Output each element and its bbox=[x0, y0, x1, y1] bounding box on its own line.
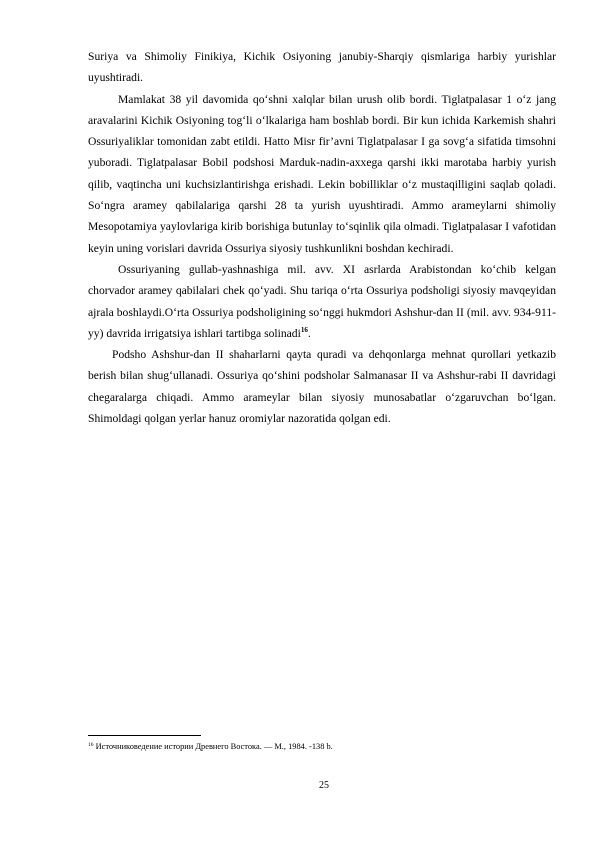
paragraph-3-end: . bbox=[307, 326, 311, 340]
main-text bbox=[88, 46, 556, 429]
footnote-text: Источниковедение истории Древнего Востока. — М., 1984. -138 b. bbox=[93, 742, 333, 751]
page-number: 25 bbox=[319, 780, 329, 791]
paragraph-4: Podsho Ashshur-dan II shaharlarni qayta quradi va dehqonlarga mehnat qurollari yetkazib berish bilan shug‘ullanadi. Ossuriya qo‘shini podsholar Salmanasar II va Ashshur-rabi II davridagi chegaralarga chiqadi. Ammo arameylar bilan siyosiy munosabatlar o‘zgaruvchan bo‘lgan. Shimoldagi qolgan yerlar hanuz oromiylar nazoratida qolgan edi. bbox=[88, 348, 556, 426]
paragraph-3-text: Ossuriyaning gullab-yashnashiga mil. avv. XI asrlarda Arabistondan ko‘chib kelgan chorvador aramey qabilalari chek qo‘yadi. Shu tariqa o‘rta Ossuriya podsholigi siyosiy mavqeyidan ajrala boshlaydi.O‘rta Ossuriya podsholigining so‘nggi hukmdori Ashshur-dan II (mil. avv. 934-911-yy) davrida irrigatsiya ishlari tartibga solinadi bbox=[88, 262, 556, 340]
footnote-reference[interactable]: 16 bbox=[300, 325, 308, 334]
footnote-number: 16 bbox=[88, 742, 94, 748]
paragraph-1: Suriya va Shimoliy Finikiya, Kichik Osiyoning janubiy-Sharqiy qismlariga harbiy yurishlar uyushtiradi. bbox=[88, 50, 556, 85]
footnote-divider bbox=[88, 735, 201, 736]
paragraph-3 bbox=[88, 259, 556, 344]
paragraph-2: Mamlakat 38 yil davomida qo‘shni xalqlar bilan urush olib bordi. Tiglatpalasar 1 o‘z jang aravalarini Kichik Osiyoning tog‘li o‘lkalariga ham boshlab bordi. Bir kun ichida Karkemish shahri Ossuriyaliklar tomonidan zabt etildi. Hatto Misr fir’avni Tiglatpalasar I ga sovg‘a sifatida timsohni yuboradi. Tiglatpalasar Bobil podshosi Marduk-nadin-axxega qarshi ikki marotaba harbiy yurish qilib, vaqtincha uni kuchsizlantirishga erishadi. Lekin bobilliklar o‘z mustaqilligini saqlab qoladi. So‘ngra aramey qabilalariga qarshi 28 ta yurish uyushtiradi. Ammo arameylarni shimoliy Mesopotamiya yaylovlariga kirib borishiga butunlay to‘sqinlik qila olmadi. Tiglatpalasar I vafotidan keyin uning vorislari davrida Ossuriya siyosiy tushkunlikni boshdan kechiradi. bbox=[88, 92, 556, 255]
footnote bbox=[88, 741, 558, 752]
